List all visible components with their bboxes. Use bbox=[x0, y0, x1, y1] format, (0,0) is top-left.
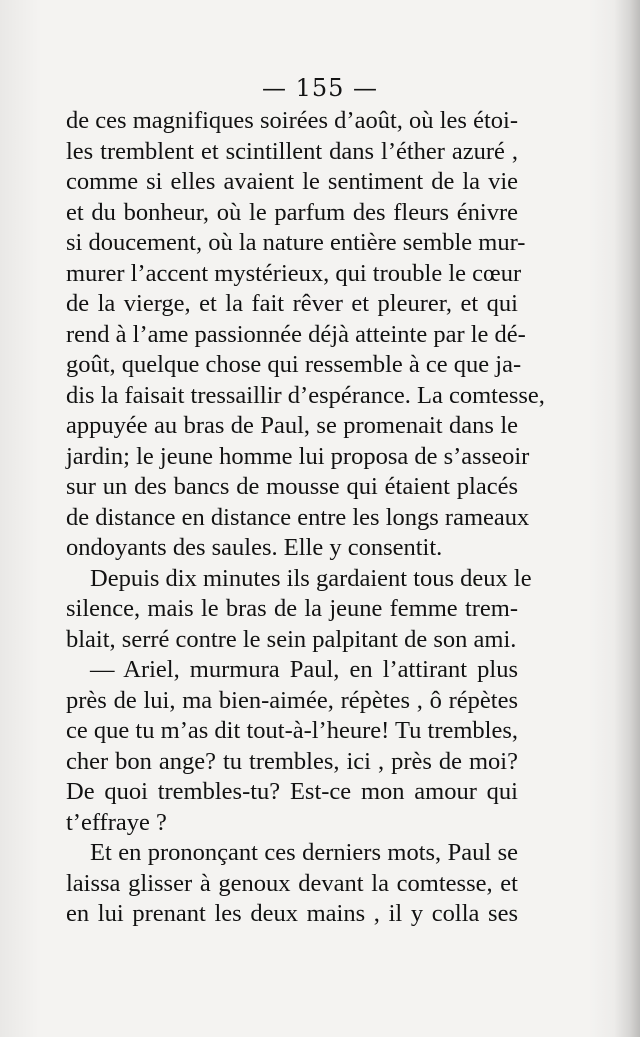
text-line: silence, mais le bras de la jeune femme trem- bbox=[66, 595, 518, 622]
text-line: de ces magnifiques soirées d’août, où les étoi- bbox=[66, 107, 518, 134]
text-line: laissa glisser à genoux devant la comtesse, et bbox=[66, 869, 518, 897]
text-line: et du bonheur, où le parfum des fleurs énivre bbox=[66, 198, 518, 226]
text-line: sur un des bancs de mousse qui étaient placés bbox=[66, 473, 518, 500]
text-line: ondoyants des saules. Elle y consentit. bbox=[66, 534, 443, 561]
text-line: comme si elles avaient le sentiment de la vie bbox=[66, 168, 518, 195]
text-line: goût, quelque chose qui ressemble à ce que ja- bbox=[66, 351, 522, 378]
text-line: rend à l’ame passionnée déjà atteinte par le dé- bbox=[66, 320, 526, 348]
text-line: de distance en distance entre les longs rameaux bbox=[66, 503, 530, 531]
text-line: cher bon ange? tu trembles, ici , près de moi? bbox=[66, 747, 518, 775]
text-line: De quoi trembles-tu? Est-ce mon amour qui bbox=[66, 778, 518, 805]
text-line: près de lui, ma bien-aimée, répètes , ô répètes bbox=[66, 686, 518, 714]
text-line: appuyée au bras de Paul, se promenait dans le bbox=[66, 412, 518, 439]
page-number: — 155 — bbox=[261, 74, 379, 102]
text-line: — Ariel, murmura Paul, en l’attirant plus bbox=[90, 656, 518, 683]
text-line: Et en prononçant ces derniers mots, Paul se bbox=[90, 839, 518, 866]
text-line: les tremblent et scintillent dans l’éther azuré , bbox=[66, 137, 518, 165]
page-edge-shadow bbox=[614, 0, 640, 1037]
text-line: murer l’accent mystérieux, qui trouble le cœur bbox=[66, 259, 522, 287]
text-line: dis la faisait tressaillir d’espérance. La comtesse, bbox=[66, 381, 545, 409]
text-line: en lui prenant les deux mains , il y colla ses bbox=[66, 900, 518, 927]
text-line: jardin; le jeune homme lui proposa de s’asseoir bbox=[66, 442, 530, 470]
body-text bbox=[66, 106, 545, 930]
text-line: t’effraye ? bbox=[66, 808, 167, 836]
text-line: ce que tu m’as dit tout-à-l’heure! Tu trembles, bbox=[66, 717, 518, 744]
text-line: Depuis dix minutes ils gardaient tous deux le bbox=[90, 564, 532, 592]
text-line: si doucement, où la nature entière semble mur- bbox=[66, 229, 526, 256]
text-line: de la vierge, et la fait rêver et pleurer, et qui bbox=[66, 290, 518, 317]
text-line: blait, serré contre le sein palpitant de son ami. bbox=[66, 625, 517, 653]
